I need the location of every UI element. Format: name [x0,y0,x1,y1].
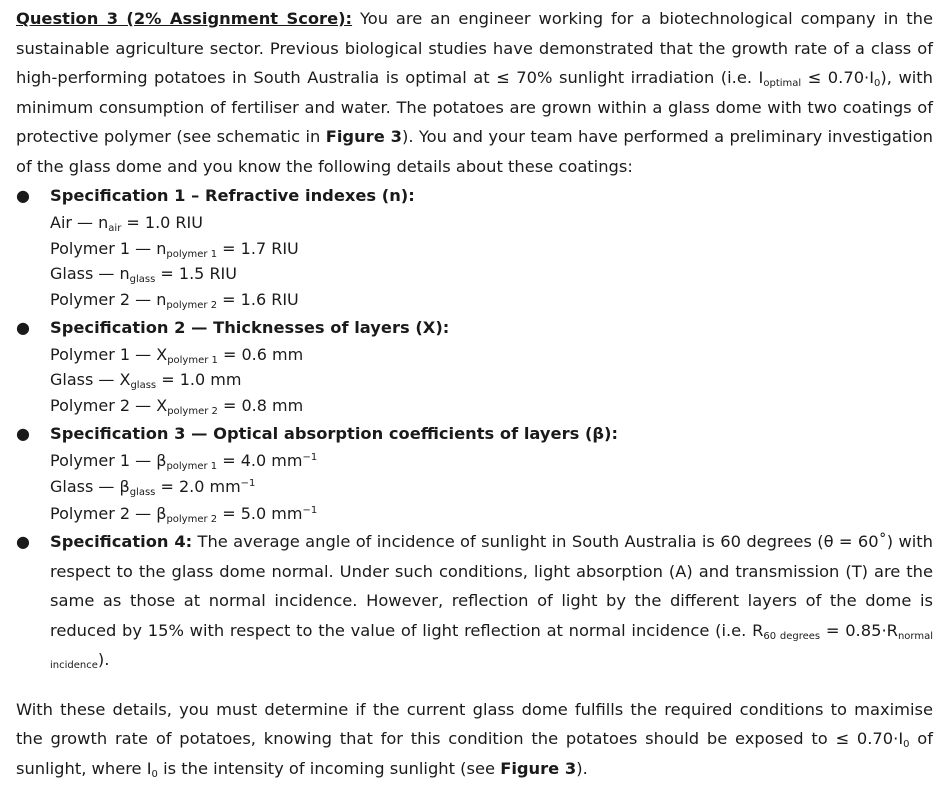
spec1-row: Polymer 1 — $n_{polymer 1} = 1.7$ RIU [50,238,299,260]
question-title: Question 3 (2% Assignment Score): [16,9,353,28]
refractive-index-values [50,210,933,313]
thickness-values [50,342,933,419]
specification-4 [16,527,933,675]
spec3-row: Glass — $\beta_{glass} = 2.0$ $mm^{-1}$ [50,477,256,499]
bullet-icon: ● [16,317,30,337]
spec3-row: Polymer 2 — $\beta_{polymer 2} = 5.0$ $mm^{-1}$ [50,503,318,525]
spec1-heading: Specification 1 – Refractive indexes (n): [50,186,415,205]
spec1-row: Polymer 2 — $n_{polymer 2} = 1.6$ RIU [50,290,299,312]
bullet-icon: ● [16,186,30,205]
spec4-heading: Specification 4: [50,532,193,552]
intro-paragraph: Question 3 (2% Assignment Score): You are an engineer working for a biotechnological company in the sustainable agriculture sector. Previous biological studies have demonstrated that the growth rate of a class of high-performing potatoes in South Australia is optimal at ≤ 70% sunlight irradiation (i.e. $I_{optimal} \le 0.70\cdot I_0$), with minimum consumption of fertiliser and water. The potatoes are grown within a glass dome with two coatings of protective polymer (see schematic in Figure 3). You and your team have performed a preliminary investigation of the glass dome and you know the following details about these coatings: [16,9,933,176]
bullet-icon: ● [16,423,30,443]
specification-1 [16,181,933,313]
spec4-paragraph: Specification 4: The average angle of incidence of sunlight in South Australia is 60 degrees (θ = 60˚) with respect to the glass dome normal. Under such conditions, light absorption (A) and transmission (T) are the same as those at normal incidence. However, reflection of light by the different layers of the dome is reduced by 15% with respect to the value of light reflection at normal incidence (i.e. $R_{60 degrees} = 0.85\cdot R_{normal incidence}$). [50,532,933,672]
spec2-row: Polymer 1 — $X_{polymer 1} = 0.6$ mm [50,344,304,366]
closing-paragraph: With these details, you must determine if the current glass dome fulfills the required conditions to maximise the growth rate of potatoes, knowing that for this condition the potatoes should be exposed to ≤ $0.70\cdot I_0$ of sunlight, where $I_0$ is the intensity of incoming sunlight (see Figure 3). [16,699,934,780]
specification-3 [16,419,933,528]
spec3-row: Polymer 1 — $\beta_{polymer 1} = 4.0$ $mm^{-1}$ [50,450,318,472]
spec1-row: Air — $n_{air} = 1.0$ RIU [50,213,203,234]
specification-2 [16,313,933,419]
spec2-heading: Specification 2 — Thicknesses of layers (X): [50,317,450,337]
spec2-row: Glass — $X_{glass} = 1.0$ mm [50,370,242,392]
figure-reference: Figure 3 [325,127,402,146]
specification-list [16,181,933,675]
bullet-icon: ● [16,532,30,552]
figure-reference: Figure 3 [500,758,577,778]
spec1-row: Glass — $n_{glass} = 1.5$ RIU [50,264,237,286]
absorption-coefficient-values [50,448,933,528]
spec3-heading: Specification 3 — Optical absorption coefficients of layers (β): [50,423,619,443]
spec2-row: Polymer 2 — $X_{polymer 2} = 0.8$ mm [50,396,304,418]
